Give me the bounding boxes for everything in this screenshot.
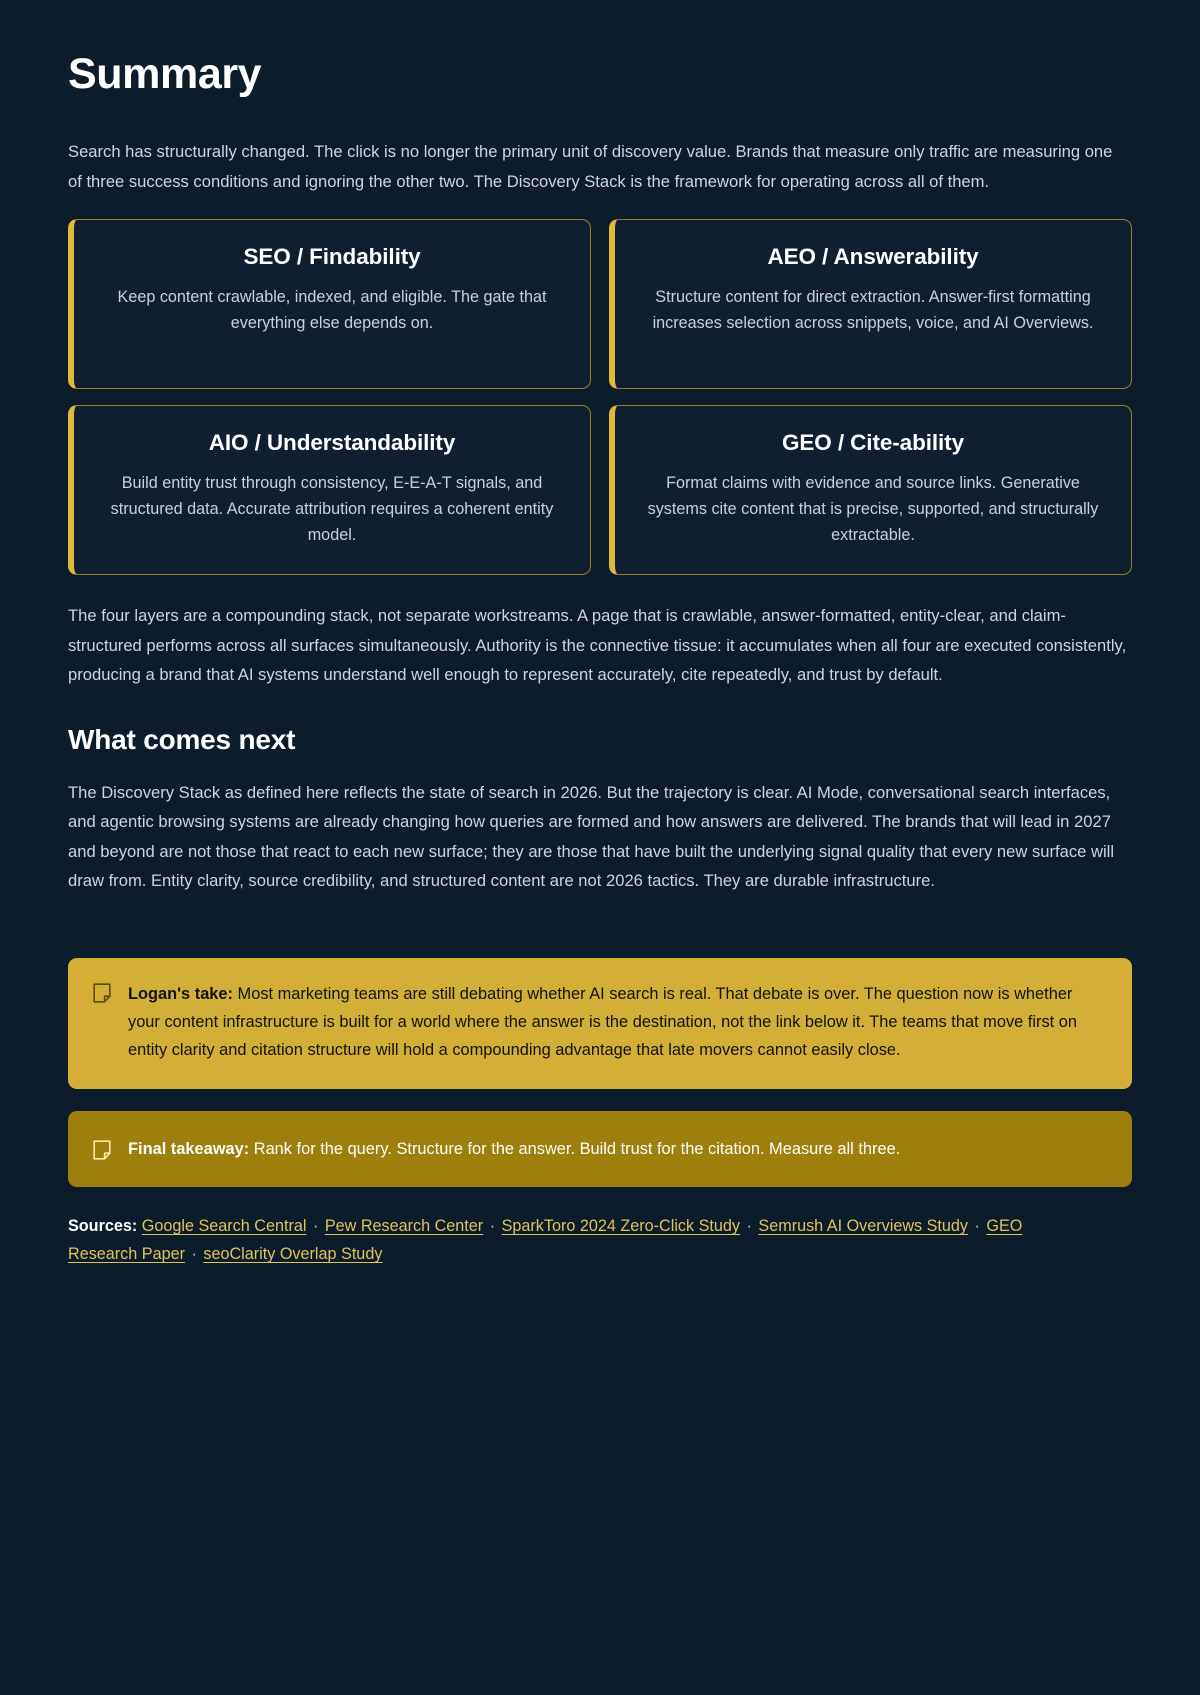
source-link[interactable]: seoClarity Overlap Study [203,1245,383,1264]
pillar-title: SEO / Findability [243,243,421,269]
source-link[interactable]: GEO Research Paper [68,1217,1023,1264]
source-separator: · [970,1217,980,1236]
pillar-description: Build entity trust through consistency, E-E-A-T signals, and structured data. Accurate attribution requires a coherent entity model. [110,473,554,544]
sources-label: Sources: [68,1217,138,1236]
sources-links [68,1217,1022,1263]
source-separator: · [308,1217,319,1236]
source-separator: · [742,1217,752,1236]
pillar-description: Keep content crawlable, indexed, and eligible. The gate that everything else depends on. [117,287,547,332]
what-comes-next-paragraph: The Discovery Stack as defined here reflects the state of search in 2026. But the trajectory is clear. AI Mode, conversational search interfaces, and agentic browsing systems are already changing how queries are formed and how answers are delivered. The brands that will lead in 2027 and beyond are not those that react to each new surface; they are those that have built the underlying signal quality that every new surface will draw from. Entity clarity, source credibility, and structured content are not 2026 tactics. They are durable infrastructure. [68,782,1115,891]
sticky-note-icon [92,982,112,1004]
source-separator: · [186,1245,197,1264]
callout-logans-take [68,958,1132,1089]
source-link[interactable]: SparkToro 2024 Zero-Click Study [501,1217,741,1236]
callout-label: Logan's take: [128,984,233,1003]
callout-body-text: Most marketing teams are still debating whether AI search is real. That debate is over. The question now is whether your content infrastructure is built for a world where the answer is the destination, not the link below it. The teams that move first on entity clarity and citation structure will hold a compounding advantage that late movers cannot easily close. [128,984,1078,1060]
source-link[interactable]: Semrush AI Overviews Study [758,1217,969,1236]
pillar-description: Format claims with evidence and source links. Generative systems cite content that is precise, supported, and structurally extractable. [647,473,1099,544]
sources-line [68,1213,1078,1269]
callout-label: Final takeaway: [128,1139,250,1158]
pillar-description: Structure content for direct extraction. Answer-first formatting increases selection across snippets, voice, and AI Overviews. [652,287,1094,332]
pillar-title: AIO / Understandability [208,429,456,455]
pillar-title: AEO / Answerability [767,243,979,269]
page-bottom-spacer [68,1269,1132,1569]
page-title: Summary [68,50,262,98]
callout-text [128,980,1106,1065]
pillar-card-geo [609,405,1132,576]
pillar-card-aio [68,405,591,576]
source-link[interactable]: Google Search Central [141,1217,307,1236]
pillar-card-seo [68,219,591,389]
pillar-card-grid [68,219,1132,576]
pillar-card-aeo [609,219,1132,389]
source-link[interactable]: Pew Research Center [324,1217,484,1236]
callout-body-text: Rank for the query. Structure for the answer. Build trust for the citation. Measure all three. [249,1139,901,1158]
callout-text [128,1137,900,1162]
section-heading-what-comes-next: What comes next [68,723,296,755]
intro-paragraph: Search has structurally changed. The click is no longer the primary unit of discovery value. Brands that measure only traffic are measuring one of three success conditions and ignoring the other two. The Discovery Stack is the framework for operating across all of them. [68,142,1113,191]
pillar-title: GEO / Cite-ability [782,429,964,455]
source-separator: · [485,1217,496,1236]
sticky-note-icon [92,1139,112,1161]
callout-final-takeaway [68,1111,1132,1188]
compounding-stack-paragraph: The four layers are a compounding stack, not separate workstreams. A page that is crawlable, answer-formatted, entity-clear, and claim-structured performs across all surfaces simultaneously. Authority is the connective tissue: it accumulates when all four are executed consistently, producing a brand that AI systems understand well enough to represent accurately, cite repeatedly, and trust by default. [68,606,1127,685]
